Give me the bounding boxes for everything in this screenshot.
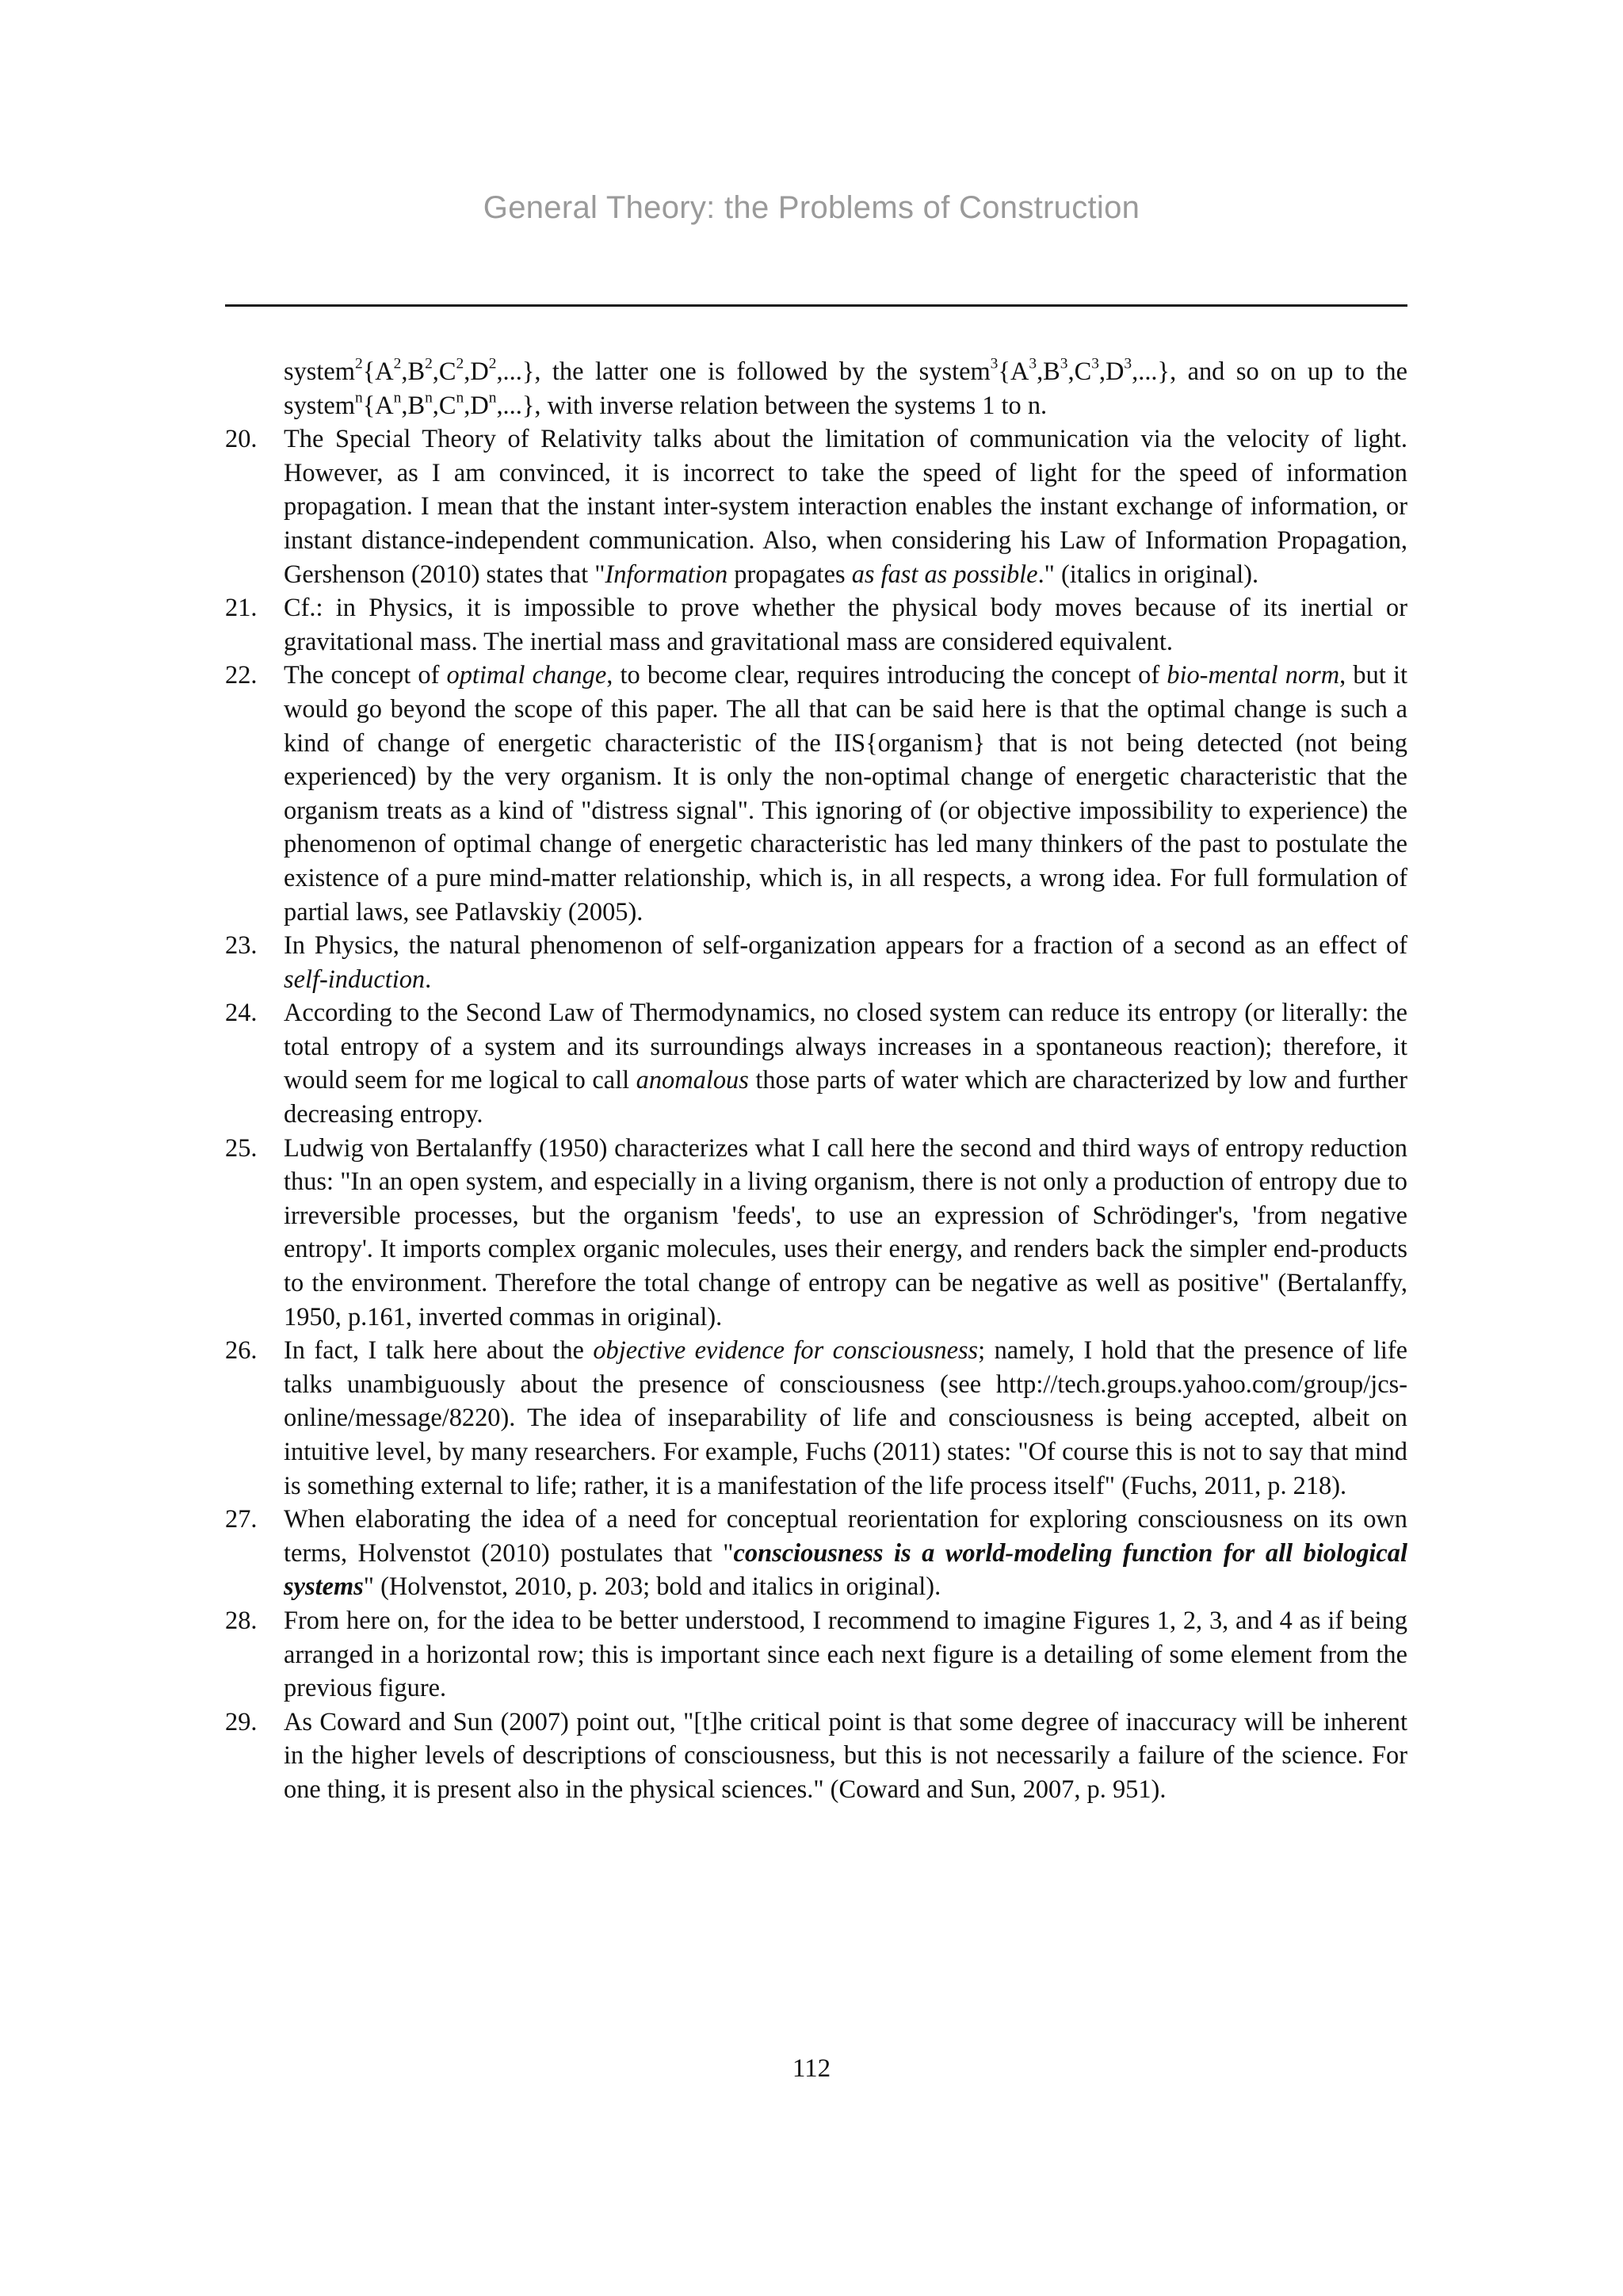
italic-run: objective evidence for consciousness xyxy=(593,1336,979,1366)
superscript: n xyxy=(393,389,402,407)
running-head-title: General Theory: the Problems of Construction xyxy=(483,190,1140,225)
endnote-29 xyxy=(225,1706,1407,1807)
italic-run: Information xyxy=(605,560,728,589)
endnote-number: 22. xyxy=(225,661,258,690)
text-run: ,...}, the latter one is followed by the system xyxy=(496,357,991,386)
endnote-25 xyxy=(225,1132,1407,1335)
text-run: The concept of xyxy=(284,661,447,690)
superscript: 3 xyxy=(1029,355,1037,372)
superscript: 2 xyxy=(456,355,464,372)
text-run: those parts of water which are characterized by low and further decreasing entropy. xyxy=(284,1066,1408,1129)
italic-run: optimal change xyxy=(446,661,607,690)
endnote-26 xyxy=(225,1334,1407,1503)
italic-run: self-induction xyxy=(284,965,426,994)
superscript: 3 xyxy=(1124,355,1132,372)
text-run: ,B xyxy=(1037,357,1060,386)
endnote-continuation xyxy=(225,355,1407,422)
header-divider xyxy=(225,304,1407,307)
text-run: ,...}, with inverse relation between the systems 1 to n. xyxy=(496,391,1048,420)
text-run: As Coward and Sun (2007) point out, "[t]he critical point is that some degree of inaccuracy will be inherent in the higher levels of descriptions of consciousness, but this is not necessarily a failure of the science. For one thing, it is present also in the physical sciences." (Coward and Sun, 2007, p. 951). xyxy=(284,1707,1407,1804)
text-run: propagates xyxy=(727,560,852,589)
text-run: {A xyxy=(998,357,1029,386)
text-run: The Special Theory of Relativity talks about the limitation of communication via the velocity of light. However, as I am convinced, it is incorrect to take the speed of light for the speed of information propagation. I mean that the instant inter-system interaction enables the instant exchange of information, or instant distance-independent communication. Also, when considering his Law of Information Propagation, Gershenson (2010) states that " xyxy=(284,425,1407,589)
page-number: 112 xyxy=(792,2054,831,2083)
bold-italic-run: consciousness is a world-modeling function for all biological systems xyxy=(284,1538,1407,1602)
endnote-27 xyxy=(225,1503,1407,1604)
superscript: n xyxy=(456,389,464,407)
endnote-22 xyxy=(225,659,1407,929)
endnote-number: 29. xyxy=(225,1707,258,1736)
text-run: , to become clear, requires introducing the concept of xyxy=(606,661,1167,690)
superscript: 2 xyxy=(354,355,363,372)
superscript: 2 xyxy=(425,355,433,372)
endnote-number: 25. xyxy=(225,1133,258,1163)
text-run: According to the Second Law of Thermodynamics, no closed system can reduce its entropy (or literally: the total entropy of a system and its surroundings always increases in a spontaneous reaction); therefore, it would seem for me logical to call xyxy=(284,999,1407,1095)
text-run: From here on, for the idea to be better understood, I recommend to imagine Figures 1, 2, 3, and 4 as if being arranged in a horizontal row; this is important since each next figure is a detailing of some element from the previous figure. xyxy=(284,1606,1407,1703)
endnote-number: 21. xyxy=(225,594,258,623)
text-run: system xyxy=(284,357,355,386)
superscript: n xyxy=(425,389,433,407)
text-run: When elaborating the idea of a need for conceptual reorientation for exploring consciousness on its own terms, Holvenstot (2010) postulates that " xyxy=(284,1505,1407,1568)
endnote-number: 26. xyxy=(225,1336,258,1366)
text-run: ,C xyxy=(432,391,456,420)
text-run: ; namely, I hold that the presence of life talks unambiguously about the presence of consciousness (see http://tech.groups.yahoo.com/group/jcs-online/message/8220). The idea of inseparability of life and consciousness is being accepted, albeit on intuitive level, by many researchers. For example, Fuchs (2011) states: "Of course this is not to say that mind is something external to life; rather, it is a manifestation of the life process itself" (Fuchs, 2011, p. 218). xyxy=(284,1336,1407,1500)
italic-run: bio-mental norm xyxy=(1167,661,1340,690)
superscript: 3 xyxy=(990,355,999,372)
text-run: In fact, I talk here about the xyxy=(284,1336,594,1366)
endnote-number: 20. xyxy=(225,425,258,454)
endnote-28 xyxy=(225,1604,1407,1706)
endnote-number: 27. xyxy=(225,1505,258,1534)
endnote-23 xyxy=(225,929,1407,996)
superscript: 3 xyxy=(1060,355,1068,372)
text-run: {A xyxy=(362,391,394,420)
text-run: ." (italics in original). xyxy=(1037,560,1259,589)
superscript: 2 xyxy=(488,355,497,372)
text-run: ,D xyxy=(1098,357,1125,386)
text-run: Ludwig von Bertalanffy (1950) characterizes what I call here the second and third ways of entropy reduction thus: "In an open system, and especially in a living organism, there is not only a production of entropy due to irreversible processes, but the organism 'feeds', to use an expression of Schrödinger's, 'from negative entropy'. It imports complex organic molecules, uses their energy, and renders back the simpler end-products to the environment. Therefore the total change of entropy can be negative as well as positive" (Bertalanffy, 1950, p.161, inverted commas in original). xyxy=(284,1133,1407,1331)
text-run: , but it would go beyond the scope of this paper. The all that can be said here is that the optimal change is such a kind of change of energetic characteristic of the IIS{organism} that is not being detected (not being experienced) by the very organism. It is only the non-optimal change of energetic characteristic that the organism treats as a kind of "distress signal". This ignoring of (or objective impossibility to experience) the phenomenon of optimal change of energetic characteristic has led many thinkers of the past to postulate the existence of a pure mind-matter relationship, which is, in all respects, a wrong idea. For full formulation of partial laws, see Patlavskiy (2005). xyxy=(284,661,1407,926)
superscript: 3 xyxy=(1091,355,1099,372)
text-run: In Physics, the natural phenomenon of self-organization appears for a fraction of a second as an effect of xyxy=(284,931,1407,961)
italic-run: as fast as possible xyxy=(851,560,1038,589)
text-run: " (Holvenstot, 2010, p. 203; bold and italics in original). xyxy=(363,1572,941,1602)
text-run: ,B xyxy=(401,391,426,420)
text-run: ,D xyxy=(464,391,489,420)
superscript: 2 xyxy=(393,355,402,372)
text-run: ,...}, and so on up to the system xyxy=(284,357,1407,420)
endnote-20 xyxy=(225,422,1407,591)
superscript: n xyxy=(488,389,497,407)
text-run: ,D xyxy=(464,357,489,386)
endnote-21 xyxy=(225,591,1407,659)
text-run: {A xyxy=(362,357,394,386)
italic-run: anomalous xyxy=(636,1066,749,1095)
text-run: Cf.: in Physics, it is impossible to prove whether the physical body moves because of its inertial or gravitational mass. The inertial mass and gravitational mass are considered equivalent. xyxy=(284,594,1407,656)
text-run: . xyxy=(425,965,432,994)
endnote-number: 24. xyxy=(225,999,258,1028)
endnotes-list xyxy=(225,355,1407,1807)
text-run: ,C xyxy=(432,357,456,386)
endnote-number: 23. xyxy=(225,931,258,961)
text-run: ,B xyxy=(401,357,426,386)
endnote-24 xyxy=(225,996,1407,1131)
endnote-number: 28. xyxy=(225,1606,258,1635)
text-run: ,C xyxy=(1067,357,1092,386)
superscript: n xyxy=(354,389,363,407)
